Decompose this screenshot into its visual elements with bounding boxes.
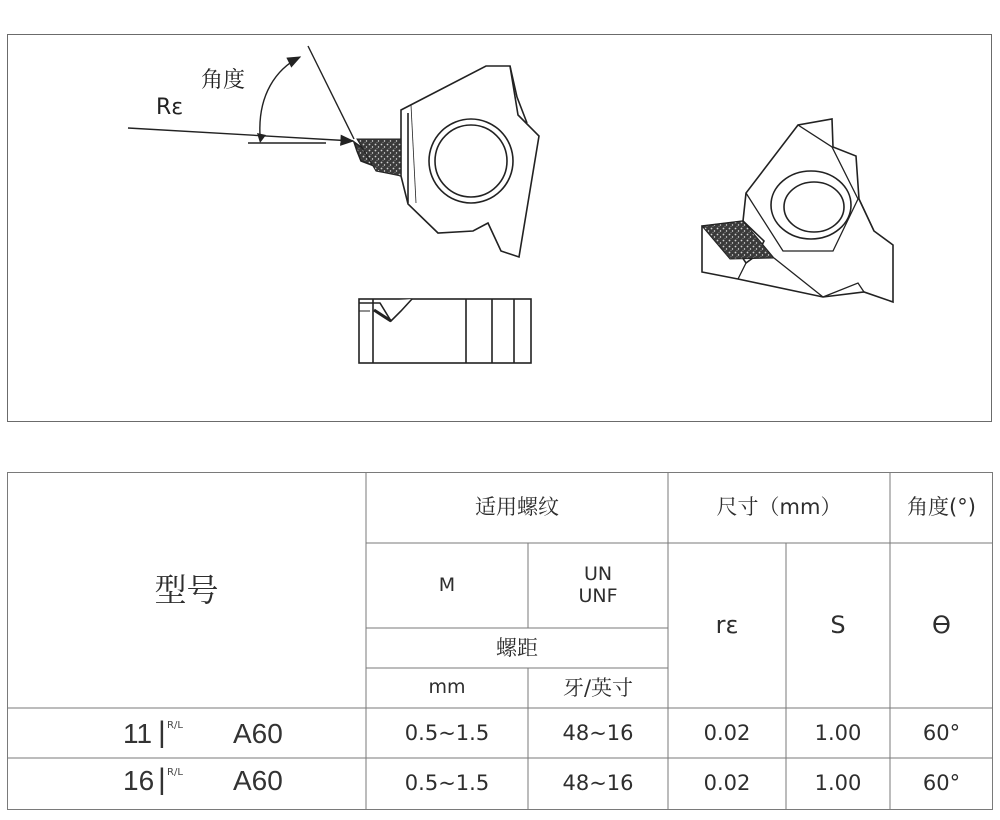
mm-unit-header: mm	[428, 676, 466, 699]
model-separator: |	[158, 716, 166, 749]
un-thread-header: UN UNF	[578, 562, 618, 607]
tpi-cell: 48~16	[562, 720, 634, 745]
model-variant: R/L	[167, 767, 183, 778]
angle-cell: 60°	[922, 720, 961, 745]
model-size: 11	[123, 718, 153, 749]
insert-diagram	[7, 34, 992, 422]
s-header: S	[830, 610, 846, 639]
isometric-insert	[702, 119, 893, 302]
re-cell: 0.02	[703, 720, 751, 745]
side-view-insert	[359, 299, 531, 363]
angle-header: 角度(°)	[907, 495, 976, 520]
theta-header: ϴ	[932, 610, 951, 639]
model-header: 型号	[154, 570, 219, 609]
angle-label: 角度	[201, 68, 246, 93]
spec-table	[7, 472, 993, 810]
model-separator: |	[158, 763, 166, 796]
s-cell: 1.00	[814, 770, 862, 795]
m-thread-header: M	[438, 573, 456, 596]
m-pitch-cell: 0.5~1.5	[404, 770, 490, 795]
angle-cell: 60°	[922, 770, 961, 795]
pitch-header: 螺距	[496, 635, 538, 660]
radius-label: Rε	[156, 95, 184, 120]
m-pitch-cell: 0.5~1.5	[404, 720, 490, 745]
model-variant: R/L	[167, 720, 183, 731]
tpi-cell: 48~16	[562, 770, 634, 795]
threads-header: 适用螺纹	[475, 495, 559, 520]
front-view-insert	[354, 66, 539, 257]
insert-drawing	[8, 35, 993, 423]
size-header: 尺寸（mm）	[716, 495, 842, 520]
model-code: A60	[233, 765, 283, 796]
model-code: A60	[233, 718, 283, 749]
model-size: 16	[123, 765, 155, 796]
re-header: rε	[715, 610, 739, 639]
tpi-unit-header: 牙/英寸	[562, 675, 634, 700]
re-cell: 0.02	[703, 770, 751, 795]
s-cell: 1.00	[814, 720, 862, 745]
